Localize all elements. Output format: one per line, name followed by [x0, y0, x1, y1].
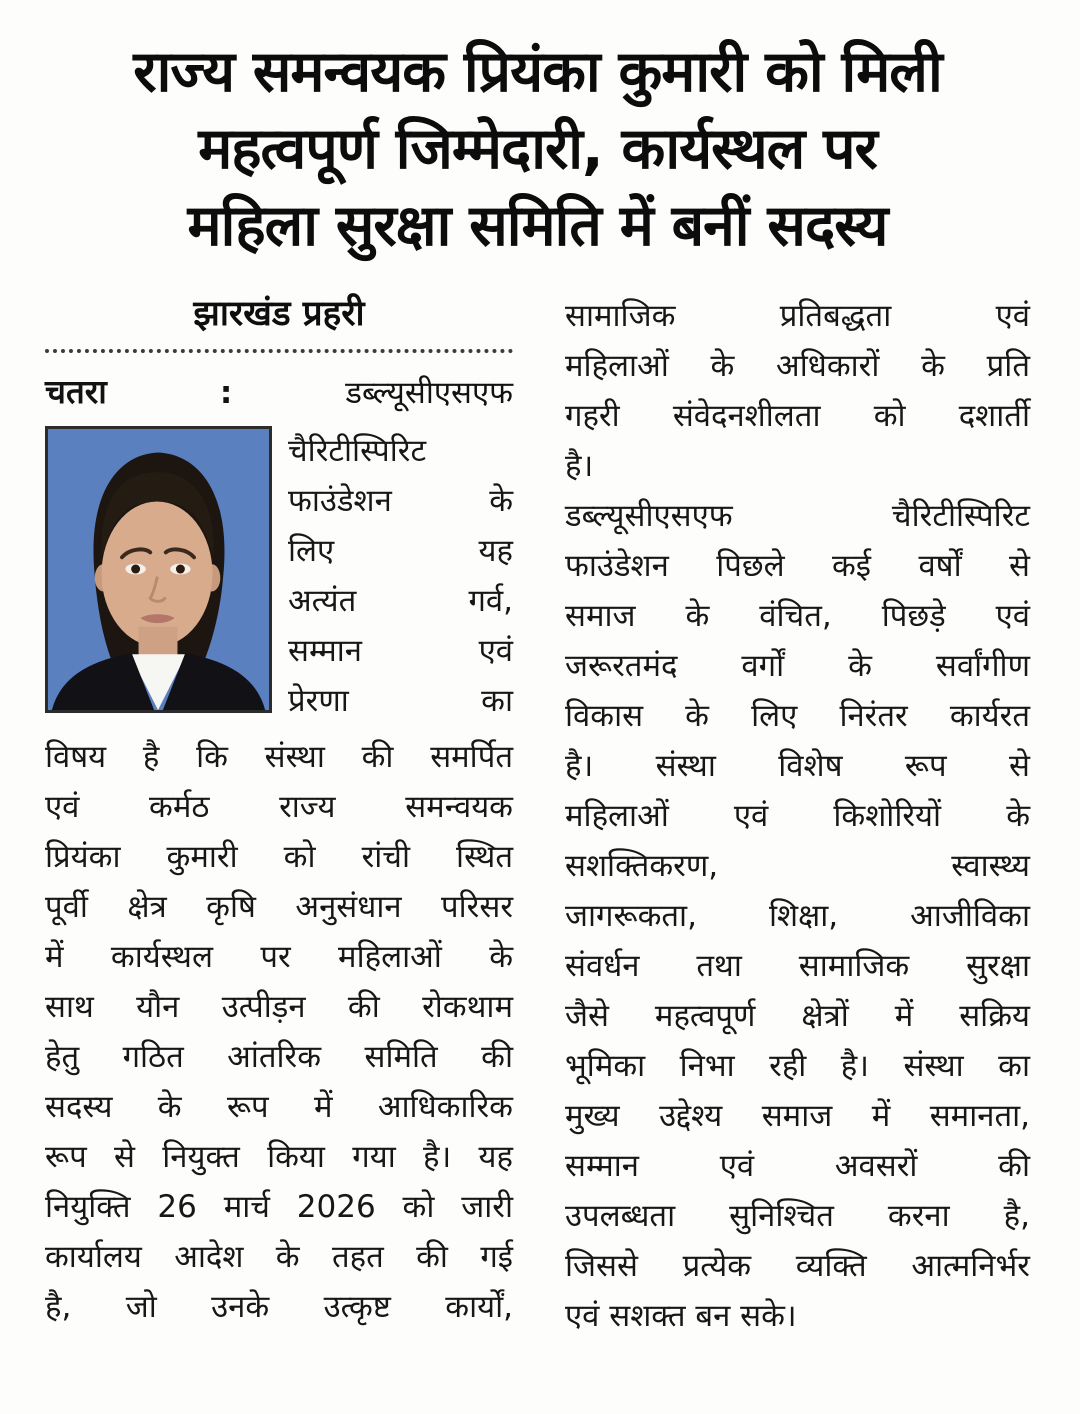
body-text-line: संवर्धन तथा सामाजिक सुरक्षा — [565, 948, 1030, 984]
body-text-line: गहरी संवेदनशीलता को दशार्ती — [565, 398, 1030, 434]
body-text-line: कार्यालय आदेश के तहत की गई — [45, 1239, 513, 1275]
headline-line: राज्य समन्वयक प्रियंका कुमारी को मिली — [133, 39, 942, 105]
dateline-first-word: डब्ल्यूसीएसएफ — [345, 375, 513, 411]
body-text-line: जिससे प्रत्येक व्यक्ति आत्मनिर्भर — [565, 1248, 1030, 1284]
body-text-line: प्रेरणा का — [288, 683, 513, 719]
body-text-line: उपलब्धता सुनिश्चित करना है, — [565, 1198, 1030, 1234]
body-text-line: फाउंडेशन के — [288, 483, 513, 519]
body-text-line: एवं कर्मठ राज्य समन्वयक — [45, 789, 513, 825]
body-text-line: लिए यह — [288, 533, 513, 569]
body-text-line: महिलाओं के अधिकारों के प्रति — [565, 348, 1030, 384]
dateline — [45, 367, 513, 418]
body-text-line: प्रियंका कुमारी को रांची स्थित — [45, 839, 513, 875]
dotted-divider — [45, 349, 513, 353]
left-column-body — [45, 732, 513, 1332]
body-text-line: सदस्य के रूप में आधिकारिक — [45, 1089, 513, 1125]
portrait-photo — [45, 426, 272, 713]
body-text-line: फाउंडेशन पिछले कई वर्षों से — [565, 548, 1030, 584]
right-column — [565, 291, 1030, 1341]
body-text-line: महिलाओं एवं किशोरियों के — [565, 798, 1030, 834]
article-columns — [45, 291, 1030, 1341]
body-text-line: एवं सशक्त बन सके। — [565, 1298, 797, 1334]
body-text-line: जागरूकता, शिक्षा, आजीविका — [565, 898, 1030, 934]
body-text-line: रूप से नियुक्त किया गया है। यह — [45, 1139, 513, 1175]
body-text-line: जैसे महत्वपूर्ण क्षेत्रों में सक्रिय — [565, 998, 1030, 1034]
body-text-line: पूर्वी क्षेत्र कृषि अनुसंधान परिसर — [45, 889, 513, 925]
body-text-line: अत्यंत गर्व, — [288, 583, 513, 619]
body-text-line: मुख्य उद्देश्य समाज में समानता, — [565, 1098, 1030, 1134]
body-text-line: सम्मान एवं अवसरों की — [565, 1148, 1030, 1184]
text-beside-photo — [288, 426, 513, 726]
byline: झारखंड प्रहरी — [193, 294, 365, 334]
body-text-line: में कार्यस्थल पर महिलाओं के — [45, 939, 513, 975]
body-text-line: है, जो उनके उत्कृष्ट कार्यों, — [45, 1289, 513, 1325]
body-text-line: हेतु गठित आंतरिक समिति की — [45, 1039, 513, 1075]
body-text-line: सामाजिक प्रतिबद्धता एवं — [565, 298, 1030, 334]
body-text-line: समाज के वंचित, पिछड़े एवं — [565, 598, 1030, 634]
body-text-line: भूमिका निभा रही है। संस्था का — [565, 1048, 1030, 1084]
body-text-line: विकास के लिए निरंतर कार्यरत — [565, 698, 1030, 734]
body-text-line: विषय है कि संस्था की समर्पित — [45, 739, 513, 775]
body-text-line: डब्ल्यूसीएसएफ चैरिटीस्पिरिट — [565, 498, 1030, 534]
body-text-line: जरूरतमंद वर्गों के सर्वांगीण — [565, 648, 1030, 684]
dateline-place: चतरा — [45, 372, 107, 411]
dateline-separator: : — [219, 375, 233, 411]
body-text-line: चैरिटीस्पिरिट — [288, 433, 427, 469]
headline-line: महत्वपूर्ण जिम्मेदारी, कार्यस्थल पर — [198, 116, 877, 182]
photo-row — [45, 426, 513, 726]
body-text-line: है। संस्था विशेष रूप से — [565, 748, 1030, 784]
article-headline — [45, 34, 1030, 265]
body-text-line: सशक्तिकरण, स्वास्थ्य — [565, 848, 1030, 884]
body-text-line: साथ यौन उत्पीड़न की रोकथाम — [45, 989, 513, 1025]
left-column — [45, 291, 513, 1332]
body-text-line: है। — [565, 448, 594, 484]
headline-line: महिला सुरक्षा समिति में बनीं सदस्य — [187, 193, 888, 259]
body-text-line: नियुक्ति 26 मार्च 2026 को जारी — [45, 1189, 513, 1225]
body-text-line: सम्मान एवं — [288, 633, 513, 669]
